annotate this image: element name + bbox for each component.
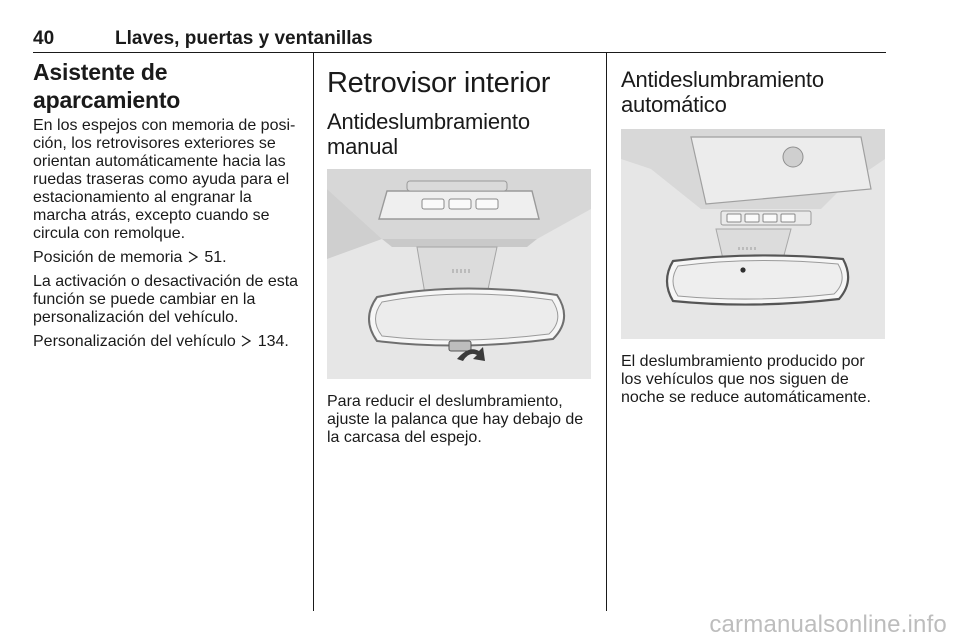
page-header [33, 28, 885, 50]
column-3 [621, 58, 887, 413]
cross-reference-icon [188, 251, 198, 263]
running-title: Llaves, puertas y ventanillas [115, 28, 373, 49]
personalization-text: Personalización del vehículo [33, 333, 236, 350]
watermark: carmanualsonline.info [709, 611, 947, 638]
automatic-mirror-illustration [621, 129, 885, 339]
column-divider-1 [313, 53, 314, 611]
subheading-automatic-antiglare: Antideslumbramiento automático [621, 67, 824, 117]
header-divider [33, 52, 886, 53]
paragraph-personalization [33, 333, 301, 351]
subheading-manual-antiglare: Antideslumbramiento manual [327, 109, 530, 159]
cross-reference-icon [241, 335, 251, 347]
paragraph-activation: La activación o desactivación de esta función se puede cambiar en la personalización del vehículo. [33, 273, 299, 326]
section-heading-parking-assist: Asistente de aparcamiento [33, 59, 181, 113]
caption-automatic-antiglare: El deslumbramiento producido por los vehículos que nos siguen de noche se reduce automáticamente. [621, 353, 871, 406]
column-2 [327, 58, 593, 453]
figure-manual-mirror [327, 169, 591, 379]
page-number: 40 [33, 28, 55, 49]
figure-automatic-mirror [621, 129, 885, 339]
column-1 [33, 58, 301, 357]
memory-position-ref[interactable]: 51. [204, 249, 227, 266]
section-heading-interior-mirror: Retrovisor interior [327, 67, 551, 99]
caption-manual-antiglare: Para reducir el deslumbramiento, ajuste la palanca que hay debajo de la carcasa del espejo. [327, 393, 584, 446]
memory-position-text: Posición de memoria [33, 249, 183, 266]
paragraph-memory-position [33, 249, 301, 267]
paragraph-memory-mirrors: En los espejos con memoria de posi-ción, los retrovisores exteriores se orientan automáticamente hacia las ruedas traseras como ayuda para el estacionamiento al engranar la marcha atrás, excepto cuando se circula con remolque. [33, 117, 296, 242]
personalization-ref[interactable]: 134. [257, 333, 289, 350]
manual-mirror-illustration [327, 169, 591, 379]
column-divider-2 [606, 53, 607, 611]
